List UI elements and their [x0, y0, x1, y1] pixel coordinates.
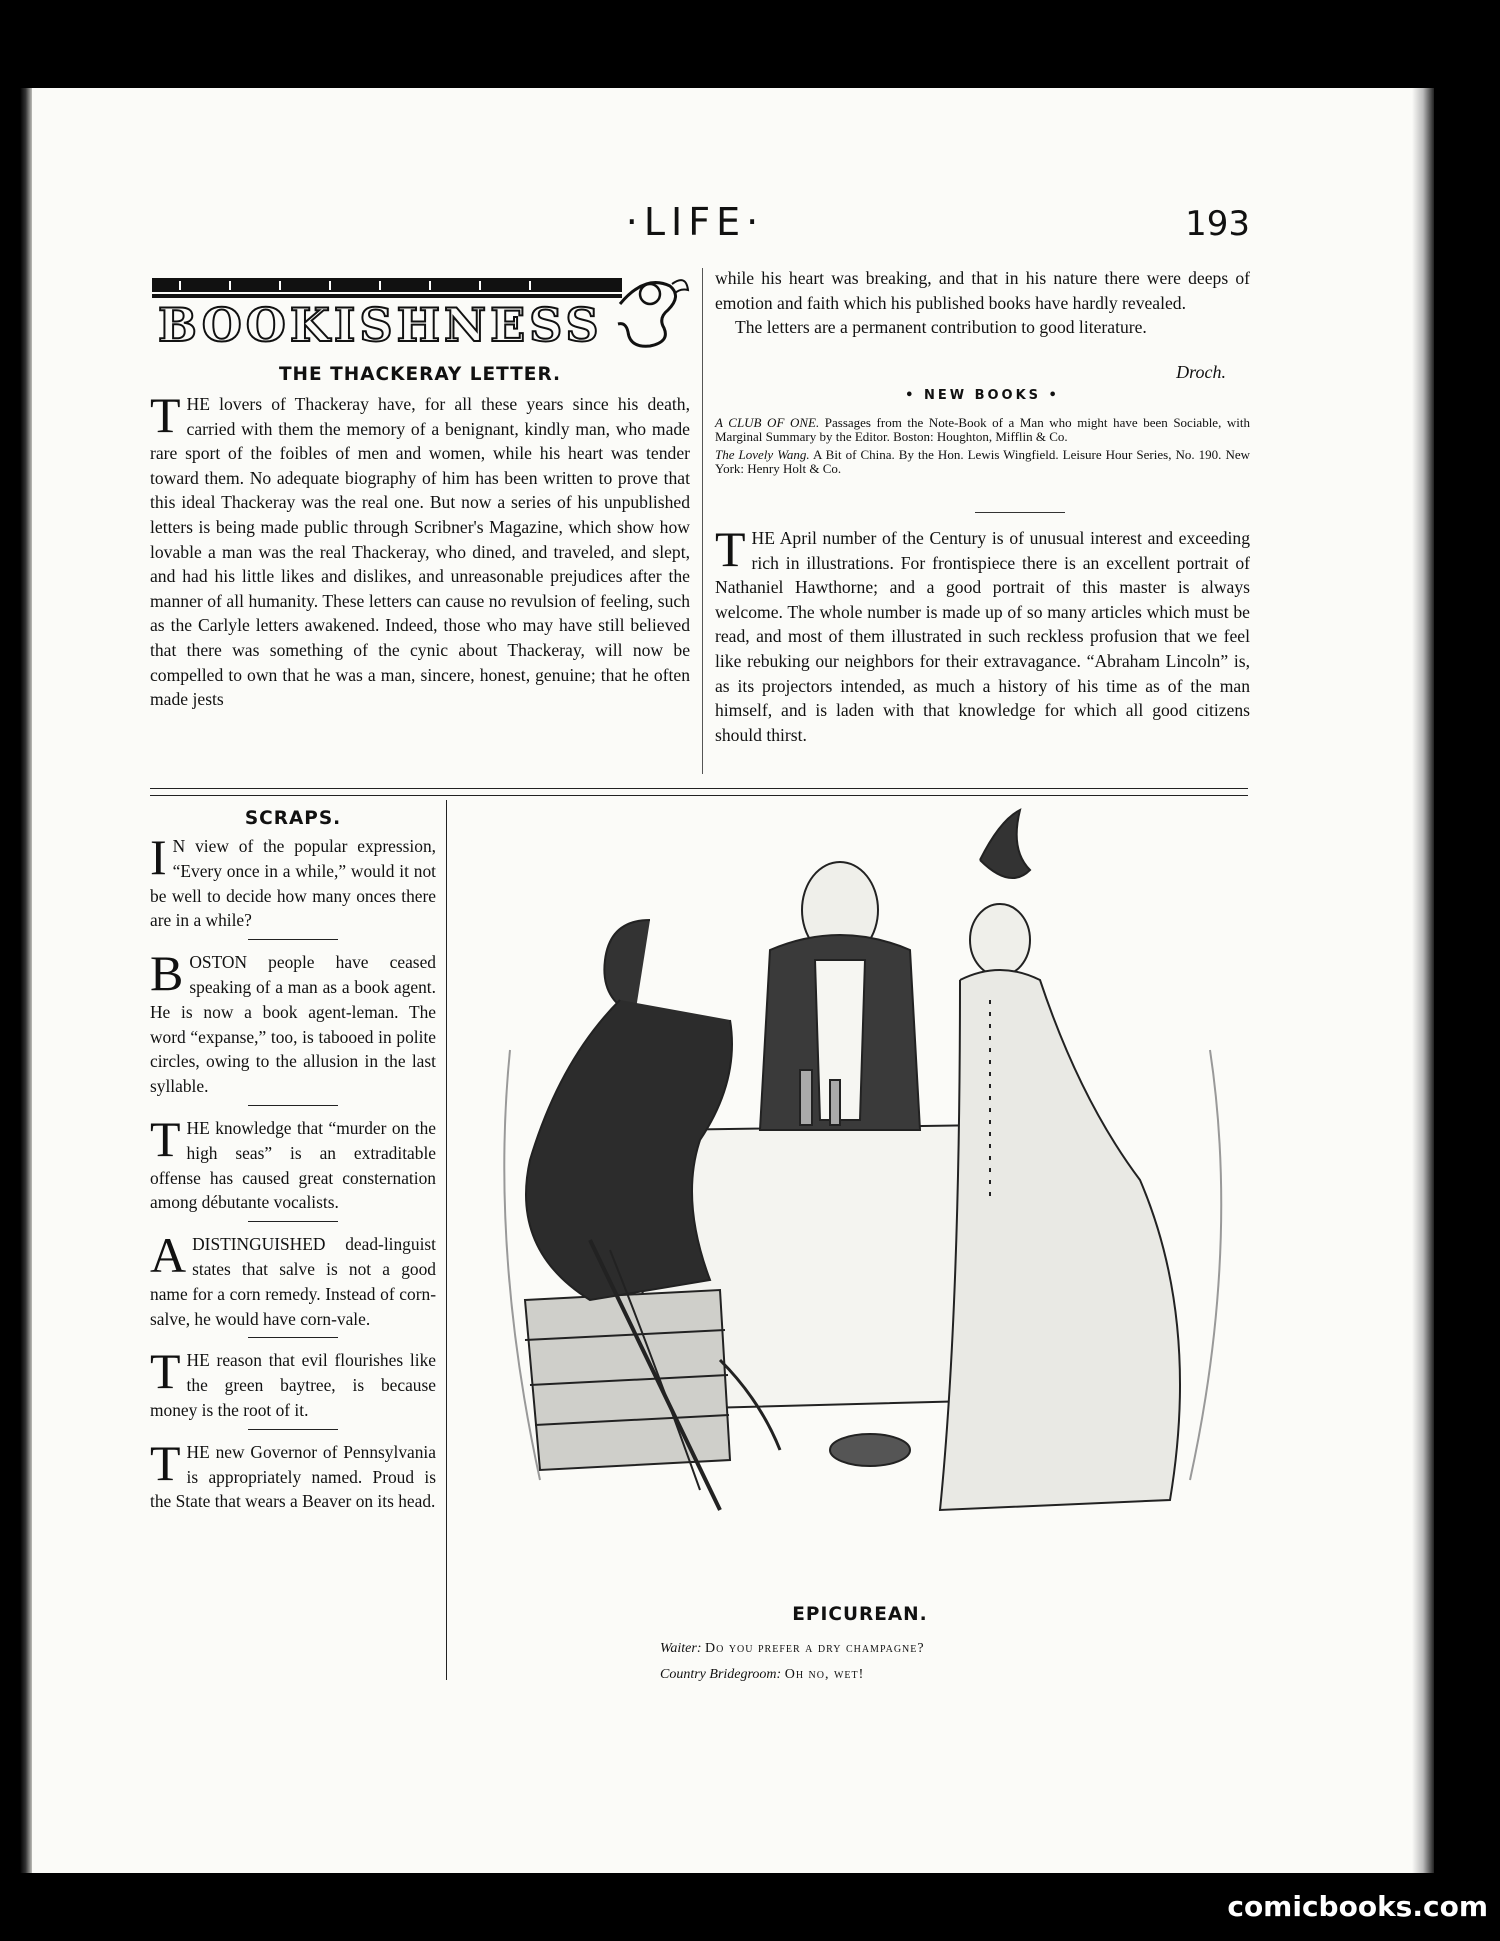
- article-continuation: [715, 266, 1250, 340]
- source-watermark: comicbooks.com: [1227, 1890, 1488, 1923]
- scrap-text: HE knowledge that “murder on the high seas” is an extraditable offense has caused great consternation among débutante vocalists.: [150, 1117, 436, 1213]
- page-edge: [1412, 88, 1434, 1873]
- closing-text: The letters are a permanent contribution to good literature.: [735, 317, 1147, 338]
- column-divider: [702, 268, 703, 774]
- book-title: The Lovely Wang.: [715, 447, 810, 462]
- scrap-rule: [248, 1105, 338, 1106]
- bookishness-banner: [150, 264, 690, 360]
- scrap-rule: [248, 939, 338, 940]
- century-dropcap: T: [715, 526, 746, 577]
- speaker-line: Do you prefer a dry champagne?: [704, 1641, 925, 1656]
- speaker-label: Waiter:: [660, 1641, 702, 1656]
- scrap-item: [150, 1343, 436, 1422]
- horizontal-divider: [150, 788, 1248, 796]
- scrap-rule: [248, 1429, 338, 1430]
- scrap-rule: [248, 1337, 338, 1338]
- new-books-list: [715, 416, 1250, 480]
- scrap-dropcap: B: [150, 945, 184, 1002]
- scrap-dropcap: T: [150, 1343, 181, 1400]
- scrap-text: N view of the popular expression, “Every once in a while,” would it not be well to decide how many onces there are in a while?: [150, 836, 436, 931]
- scrap-item: [150, 1227, 436, 1331]
- speaker-label: Country Bridegroom:: [660, 1667, 782, 1682]
- scrap-item: [150, 945, 436, 1099]
- book-details: A Bit of China. By the Hon. Lewis Wingfield. Leisure Hour Series, No. 190. New York: Henry Holt & Co.: [715, 447, 1250, 476]
- author-signature: Droch.: [1176, 362, 1226, 382]
- scrap-dropcap: T: [150, 1434, 181, 1491]
- caption-line: [660, 1662, 1080, 1688]
- scrap-item: [150, 1434, 436, 1514]
- speaker-line: Oh no, wet!: [784, 1667, 865, 1682]
- cartoon-title: EPICUREAN.: [792, 1604, 928, 1625]
- continuation-text: while his heart was breaking, and that in his nature there were deeps of emotion and faith which his published books have hardly revealed.: [715, 268, 1250, 313]
- cartoon-caption: [660, 1636, 1080, 1688]
- scraps-heading: SCRAPS.: [244, 808, 342, 829]
- magazine-title: ·LIFE·: [625, 200, 765, 244]
- scrap-item: [150, 829, 436, 933]
- section-rule: [975, 512, 1065, 513]
- century-review: [715, 526, 1250, 776]
- book-details: Passages from the Note-Book of a Man who might have been Sociable, with Marginal Summary by the Editor. Boston: Houghton, Mifflin & Co.: [715, 415, 1251, 444]
- scrap-dropcap: A: [150, 1227, 187, 1284]
- scraps-divider: [446, 800, 447, 1680]
- article-body: [150, 392, 690, 774]
- scrap-text: DISTINGUISHED dead-linguist states that salve is not a good name for a corn remedy. Instead of corn-salve, he would have corn-vale.: [150, 1234, 436, 1329]
- caption-line: [660, 1636, 1080, 1662]
- page-number: 193: [1185, 204, 1250, 244]
- century-text: HE April number of the Century is of unusual interest and exceeding rich in illustrations. For frontispiece there is an excellent portrait of Nathaniel Hawthorne; and a good portrait of this master is always welcome. The whole number is made up of so many articles which must be read, and most of them illustrated in such reckless profusion that we feel like rebuking our neighbors for their extravagance. “Abraham Lincoln” is, as its projectors intended, as much a history of his time as of the man himself, and is laden with that knowledge for which all good citizens should thirst.: [715, 528, 1250, 745]
- scrap-dropcap: T: [150, 1110, 181, 1167]
- book-title: A CLUB OF ONE.: [715, 415, 820, 430]
- scrap-item: [150, 1110, 436, 1215]
- scrap-dropcap: I: [150, 829, 167, 885]
- scrap-text: HE new Governor of Pennsylvania is appropriately named. Proud is the State that wears a Beaver on its head.: [150, 1441, 436, 1512]
- scraps-list: [150, 829, 436, 1514]
- article-dropcap: T: [150, 392, 181, 443]
- banner-title: BOOKISHNESS: [158, 298, 603, 352]
- scrap-text: HE reason that evil flourishes like the green baytree, is because money is the root of it.: [150, 1350, 436, 1420]
- article-heading: THE THACKERAY LETTER.: [278, 364, 562, 385]
- scrap-text: OSTON people have ceased speaking of a man as a book agent. He is now a book agent-leman. The word “expanse,” too, is tabooed in polite circles, owing to the allusion in the last syllable.: [150, 952, 436, 1097]
- scrap-rule: [248, 1221, 338, 1222]
- cartoon-illustration: [470, 800, 1250, 1560]
- restaurant-scene-icon: [470, 800, 1250, 1560]
- article-text: HE lovers of Thackeray have, for all these years since his death, carried with them the memory of a benignant, kindly man, who made rare sport of the foibles of men and women, while his heart was tender toward them. No adequate biography of him has been written to prove that this ideal Thackeray was the real one. But now a series of his unpublished letters is being made public through Scribner's Magazine, which show how lovable a man was the real Thackeray, who dined, and traveled, and slept, and had his little likes and dislikes, and unreasonable prejudices after the manner of all humanity. These letters can cause no revulsion of feeling, such as the Carlyle letters awakened. Indeed, those who may have still believed that there was something of the cynic about Thackeray, will now be compelled to own that he was a man, sincere, honest, genuine; that he often made jests: [150, 394, 690, 710]
- book-entry: [715, 448, 1250, 476]
- book-entry: [715, 416, 1250, 444]
- new-books-heading: • NEW BOOKS •: [905, 388, 1060, 403]
